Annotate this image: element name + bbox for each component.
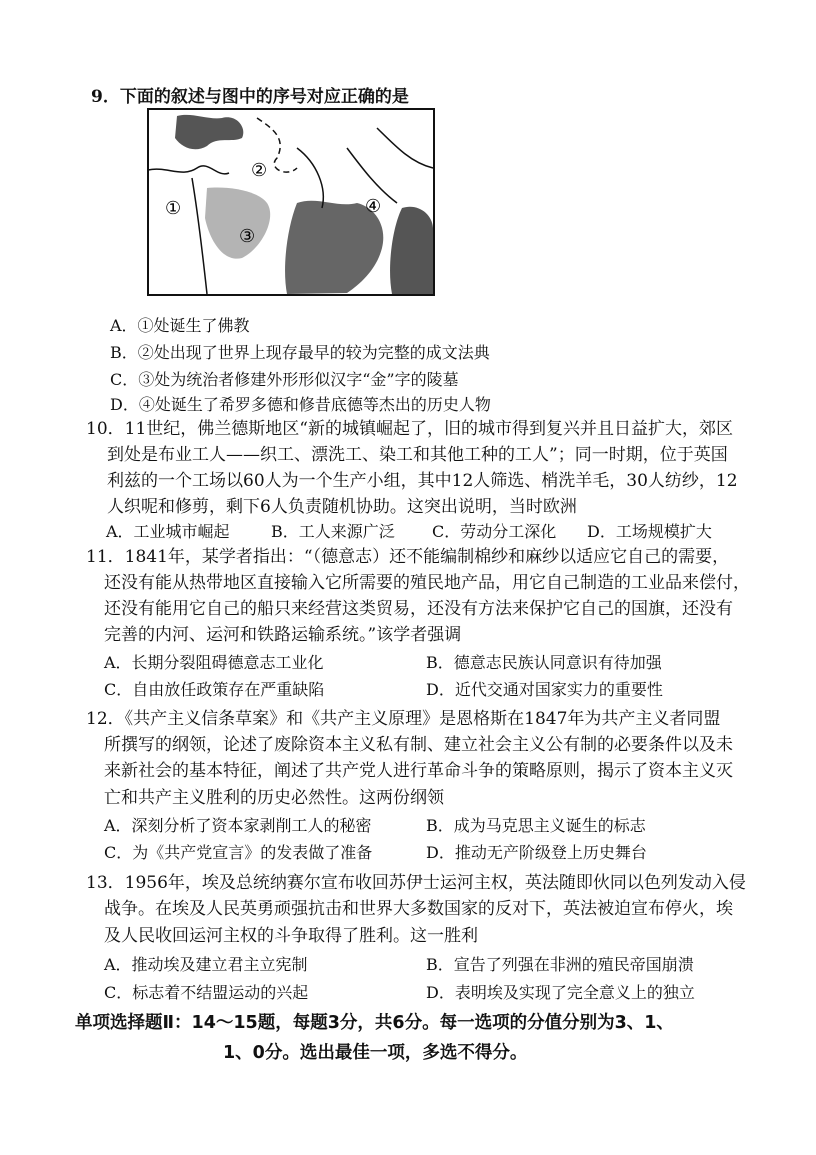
q10-line-3: 利兹的一个工场以60人为一个生产小组，其中12人筛选、梢洗羊毛，30人纺纱，12 bbox=[107, 471, 738, 491]
q10-line-2: 到处是布业工人——织工、漂洗工、染工和其他工种的工人”；同一时期，位于英国 bbox=[107, 445, 728, 465]
q12-option-b[interactable]: B．成为马克思主义诞生的标志 bbox=[426, 816, 646, 835]
q12-line-4: 亡和共产主义胜利的历史必然性。这两份纲领 bbox=[104, 788, 444, 808]
q12-option-c[interactable]: C．为《共产党宣言》的发表做了准备 bbox=[104, 843, 373, 862]
q11-line-4: 完善的内河、运河和铁路运输系统。”该学者强调 bbox=[104, 625, 462, 645]
q11-line-3: 还没有能用它自己的船只来经营这类贸易，还没有方法来保护它自己的国旗，还没有 bbox=[104, 599, 733, 619]
section-heading-line-1: 单项选择题Ⅱ：14～15题，每题3分，共6分。每一选项的分值分别为3、1、 bbox=[75, 1013, 674, 1033]
q11-option-d[interactable]: D．近代交通对国家实力的重要性 bbox=[426, 680, 663, 699]
q13-option-b[interactable]: B．宣告了列强在非洲的殖民帝国崩溃 bbox=[426, 955, 694, 974]
q12-line-2: 所撰写的纲领，论述了废除资本主义私有制、建立社会主义公有制的必要条件以及未 bbox=[104, 735, 733, 755]
map-label-3: ③ bbox=[239, 226, 256, 247]
q13-line-1: 13．1956年，埃及总统纳赛尔宣布收回苏伊士运河主权，英法随即伙同以色列发动入侵 bbox=[86, 873, 746, 893]
q10-line-1: 10．11世纪，佛兰德斯地区“新的城镇崛起了，旧的城市得到复兴并且日益扩大，郊区 bbox=[86, 419, 733, 439]
q11-line-2: 还没有能从热带地区直接输入它所需要的殖民地产品，用它自己制造的工业品来偿付， bbox=[104, 573, 750, 593]
q13-option-d[interactable]: D．表明埃及实现了完全意义上的独立 bbox=[426, 983, 695, 1002]
map-label-1: ① bbox=[165, 198, 182, 219]
q9-option-b[interactable]: B．②处出现了世界上现存最早的较为完整的成文法典 bbox=[110, 343, 490, 362]
q11-option-c[interactable]: C．自由放任政策存在严重缺陷 bbox=[104, 680, 325, 699]
q11-option-a[interactable]: A．长期分裂阻碍德意志工业化 bbox=[104, 653, 324, 672]
q9-option-d[interactable]: D．④处诞生了希罗多德和修昔底德等杰出的历史人物 bbox=[110, 395, 491, 414]
q10-option-a[interactable]: A．工业城市崛起 bbox=[106, 522, 230, 541]
q10-option-b[interactable]: B．工人来源广泛 bbox=[271, 522, 395, 541]
q9-map bbox=[147, 108, 435, 296]
q10-option-c[interactable]: C．劳动分工深化 bbox=[432, 522, 557, 541]
q12-option-d[interactable]: D．推动无产阶级登上历史舞台 bbox=[426, 843, 647, 862]
q12-option-a[interactable]: A．深刻分析了资本家剥削工人的秘密 bbox=[104, 816, 372, 835]
q9-stem: 9．下面的叙述与图中的序号对应正确的是 bbox=[91, 87, 409, 107]
q9-option-c[interactable]: C．③处为统治者修建外形形似汉字“金”字的陵墓 bbox=[110, 370, 459, 389]
map-label-2: ② bbox=[251, 160, 268, 181]
section-heading-line-2: 1、0分。选出最佳一项，多选不得分。 bbox=[223, 1043, 528, 1063]
q11-option-b[interactable]: B．德意志民族认同意识有待加强 bbox=[426, 653, 662, 672]
q13-option-a[interactable]: A．推动埃及建立君主立宪制 bbox=[104, 955, 308, 974]
q13-line-3: 及人民收回运河主权的斗争取得了胜利。这一胜利 bbox=[104, 926, 478, 946]
q9-option-a[interactable]: A．①处诞生了佛教 bbox=[110, 316, 250, 335]
q10-line-4: 人织呢和修剪，剩下6人负责随机协助。这突出说明，当时欧洲 bbox=[107, 497, 577, 517]
q11-line-1: 11．1841年，某学者指出：“（德意志）还不能编制棉纱和麻纱以适应它自己的需要， bbox=[86, 547, 730, 567]
map-label-4: ④ bbox=[365, 196, 382, 217]
q12-line-1: 12．《共产主义信条草案》和《共产主义原理》是恩格斯在1847年为共产主义者同盟 bbox=[86, 709, 721, 729]
q12-line-3: 来新社会的基本特征，阐述了共产党人进行革命斗争的策略原则，揭示了资本主义灭 bbox=[104, 761, 733, 781]
q13-option-c[interactable]: C．标志着不结盟运动的兴起 bbox=[104, 983, 309, 1002]
q10-option-d[interactable]: D．工场规模扩大 bbox=[587, 522, 712, 541]
q13-line-2: 战争。在埃及人民英勇顽强抗击和世界大多数国家的反对下，英法被迫宣布停火，埃 bbox=[104, 899, 733, 919]
